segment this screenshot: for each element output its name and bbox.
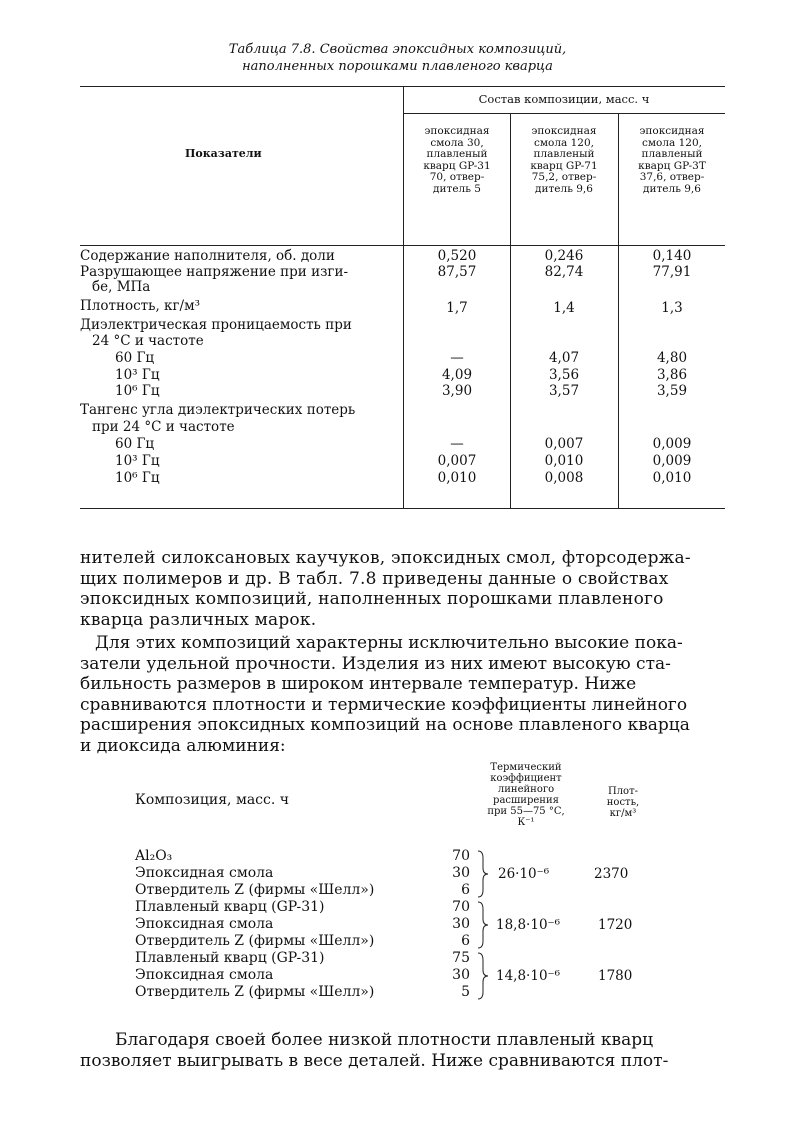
cell: 4,09: [441, 367, 473, 383]
composition-item: Эпоксидная смола: [135, 865, 274, 881]
composition-amount: 70: [452, 848, 470, 864]
cell: —: [450, 436, 464, 452]
header-column-2: эпоксидная смола 120, плавленый кварц GP-71 75,2, отвер- дитель 9,6: [530, 125, 598, 195]
cell: 0,520: [437, 248, 477, 264]
header-column-1: эпоксидная смола 30, плавленый кварц GP-31 70, отвер- дитель 5: [423, 125, 491, 195]
table-caption-line1: Таблица 7.8. Свойства эпоксидных композиций,: [228, 42, 567, 57]
composition-item: Отвердитель Z (фирмы «Шелл»): [135, 882, 375, 898]
composition-amount: 30: [452, 865, 470, 881]
cell: 0,140: [652, 248, 692, 264]
row-label: Диэлектрическая проницаемость при: [80, 317, 352, 333]
row-label: бе, МПа: [92, 279, 151, 295]
cell: 0,007: [437, 453, 477, 469]
header-indicators: Показатели: [185, 147, 262, 160]
row-label: Плотность, кг/м³: [80, 298, 201, 314]
density-value: 1720: [598, 917, 633, 933]
row-label: 10³ Гц: [115, 453, 160, 469]
composition-item: Плавленый кварц (GP-31): [135, 950, 325, 966]
body-paragraph-2: Для этих композиций характерны исключительно высокие пока- затели удельной прочности. Изделия из них имеют высокую ста- бильность размеров в широком интервале температур. Ниже сравниваются плотности и термические коэффициенты линейного расширения эпоксидных композиций на основе плавленого кварца и диоксида алюминия:: [80, 633, 690, 756]
composition-item: Эпоксидная смола: [135, 916, 274, 932]
cell: 82,74: [544, 264, 584, 280]
cell: 1,3: [661, 300, 683, 316]
row-label: 10⁶ Гц: [115, 470, 160, 486]
cell: 3,86: [656, 367, 688, 383]
cell: 0,009: [652, 453, 692, 469]
cell: 1,4: [553, 300, 575, 316]
row-label: 60 Гц: [115, 436, 155, 452]
composition-amount: 5: [461, 984, 470, 1000]
composition-item: Al₂O₃: [135, 848, 173, 864]
header-composition: Композиция, масс. ч: [135, 792, 290, 808]
composition-amount: 70: [452, 899, 470, 915]
tcle-value: 26·10⁻⁶: [498, 866, 550, 882]
composition-amount: 75: [452, 950, 470, 966]
composition-amount: 6: [461, 882, 470, 898]
group-brace-icon: [476, 850, 490, 898]
cell: 0,010: [652, 470, 692, 486]
row-label: Содержание наполнителя, об. доли: [80, 248, 335, 264]
cell: 0,008: [544, 470, 584, 486]
cell: 77,91: [652, 264, 692, 280]
row-label: при 24 °С и частоте: [92, 419, 235, 435]
row-label: 10⁶ Гц: [115, 383, 160, 399]
cell: 87,57: [437, 264, 477, 280]
composition-amount: 30: [452, 967, 470, 983]
density-value: 2370: [594, 866, 629, 882]
composition-item: Плавленый кварц (GP-31): [135, 899, 325, 915]
tcle-value: 14,8·10⁻⁶: [496, 968, 561, 984]
cell: 0,010: [544, 453, 584, 469]
header-density: Плот- ность, кг/м³: [606, 786, 640, 819]
table-caption-line2: наполненных порошками плавленого кварца: [242, 59, 553, 74]
composition-amount: 6: [461, 933, 470, 949]
cell: 3,90: [441, 383, 473, 399]
header-column-3: эпоксидная смола 120, плавленый кварц GP-3T 37,6, отвер- дитель 9,6: [638, 125, 706, 195]
header-composition-group: Состав композиции, масс. ч: [478, 92, 650, 106]
cell: 4,07: [548, 350, 580, 366]
cell: 1,7: [446, 300, 468, 316]
cell: 3,56: [548, 367, 580, 383]
cell: 4,80: [656, 350, 688, 366]
body-paragraph-1: нителей силоксановых каучуков, эпоксидных смол, фторсодержа- щих полимеров и др. В табл. 7.8 приведены данные о свойствах эпоксидных композиций, наполненных порошками плавленого кварца различных марок.: [80, 548, 691, 630]
row-label: 60 Гц: [115, 350, 155, 366]
cell: —: [450, 350, 464, 366]
composition-item: Отвердитель Z (фирмы «Шелл»): [135, 984, 375, 1000]
cell: 0,246: [544, 248, 584, 264]
composition-amount: 30: [452, 916, 470, 932]
row-label: Разрушающее напряжение при изги-: [80, 264, 349, 280]
tcle-value: 18,8·10⁻⁶: [496, 917, 561, 933]
cell: 0,009: [652, 436, 692, 452]
composition-item: Эпоксидная смола: [135, 967, 274, 983]
cell: 0,007: [544, 436, 584, 452]
cell: 0,010: [437, 470, 477, 486]
density-value: 1780: [598, 968, 633, 984]
header-tcle: Термический коэффициент линейного расширения при 55—75 °С, К⁻¹: [487, 762, 565, 828]
row-label: Тангенс угла диэлектрических потерь: [80, 402, 356, 418]
row-label: 10³ Гц: [115, 367, 160, 383]
body-paragraph-3: Благодаря своей более низкой плотности плавленый кварц позволяет выигрывать в весе деталей. Ниже сравниваются плот-: [80, 1030, 669, 1071]
group-brace-icon: [476, 952, 490, 1000]
row-label: 24 °С и частоте: [92, 333, 204, 349]
cell: 3,57: [548, 383, 580, 399]
cell: 3,59: [656, 383, 688, 399]
group-brace-icon: [476, 901, 490, 949]
composition-item: Отвердитель Z (фирмы «Шелл»): [135, 933, 375, 949]
